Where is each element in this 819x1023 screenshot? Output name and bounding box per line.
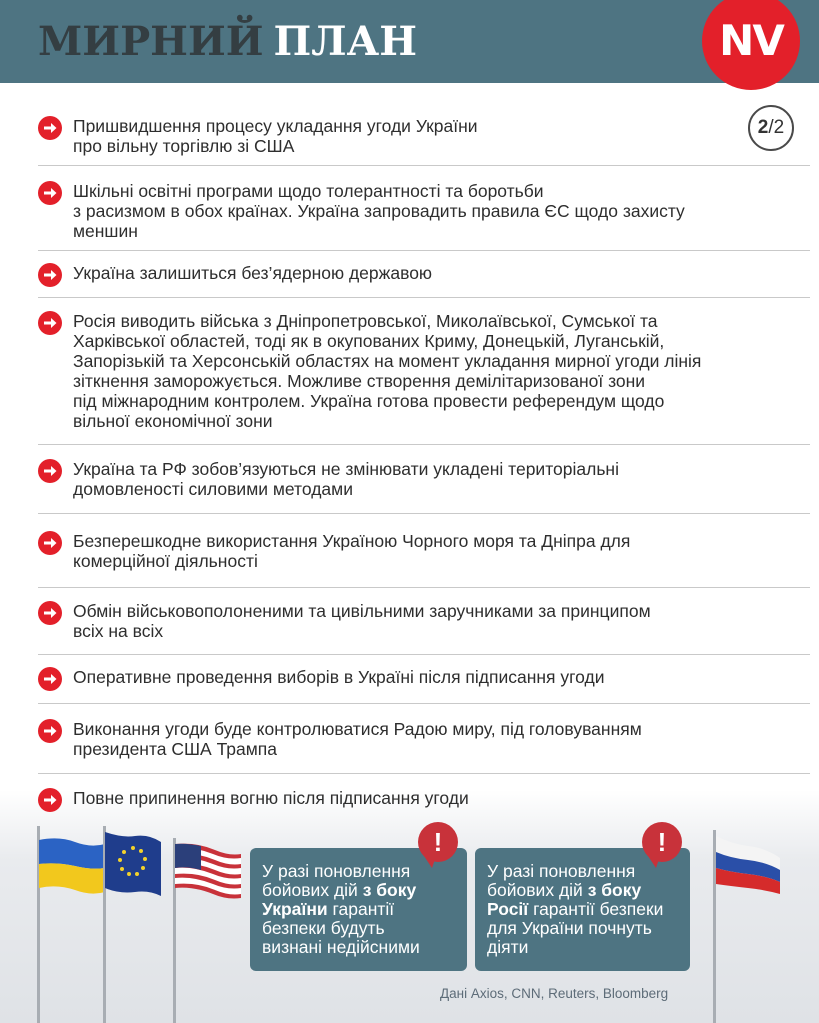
arrow-right-icon xyxy=(38,667,62,691)
list-item xyxy=(38,311,810,431)
russia-flag-icon xyxy=(716,836,780,898)
ukraine-flag-icon xyxy=(39,838,105,894)
item-line: зіткнення заморожується. Можливе створення демілітаризованої зони xyxy=(73,371,646,391)
card-text-bold: з боку xyxy=(587,880,642,900)
list-item xyxy=(38,788,810,812)
item-text xyxy=(73,181,773,241)
card-text-bold: з боку xyxy=(362,880,417,900)
card-line: У разі поновлення xyxy=(262,861,411,881)
item-line: Запорізькій та Херсонській областях на момент укладання мирної угоди лінія xyxy=(73,351,702,371)
card-text: гарантії безпеки xyxy=(528,899,664,919)
warning-mark: ! xyxy=(433,826,443,857)
item-line: домовленості силовими методами xyxy=(73,479,353,499)
list-item xyxy=(38,601,810,641)
item-line: меншин xyxy=(73,221,138,241)
usa-flag-icon xyxy=(175,842,241,900)
card-line: У разі поновлення xyxy=(487,861,636,881)
card-line xyxy=(262,900,455,919)
card-text: бойових дій xyxy=(487,880,588,900)
separator xyxy=(38,165,810,166)
list-item xyxy=(38,531,810,571)
eu-flag-icon xyxy=(105,832,161,898)
warning-tail xyxy=(424,856,436,868)
title-part-1: МИРНИЙ xyxy=(38,18,264,65)
arrow-right-icon xyxy=(38,311,62,335)
separator xyxy=(38,513,810,514)
item-line: Росія виводить війська з Дніпропетровської, Миколаївської, Сумської та xyxy=(73,311,658,331)
item-line: Оперативне проведення виборів в Україні після підписання угоди xyxy=(73,667,605,687)
arrow-right-icon xyxy=(38,788,62,812)
separator xyxy=(38,773,810,774)
arrow-right-icon xyxy=(38,601,62,625)
page-total: /2 xyxy=(768,117,785,138)
item-line: президента США Трампа xyxy=(73,739,278,759)
card-line: для України почнуть xyxy=(487,918,652,938)
item-line: Харківської областей, тоді як в окупованих Криму, Донецькій, Луганській, xyxy=(73,331,665,351)
item-line: Україна залишиться без’ядерною державою xyxy=(73,263,433,283)
item-text xyxy=(73,116,773,156)
arrow-right-icon xyxy=(38,459,62,483)
card-line: визнані недійсними xyxy=(262,937,420,957)
item-line: комерційної діяльності xyxy=(73,551,258,571)
item-line: Повне припинення вогню після підписання угоди xyxy=(73,788,469,808)
card-line xyxy=(487,900,678,919)
card-line xyxy=(262,881,455,900)
item-line: під міжнародним контролем. Україна готова провести референдум щодо xyxy=(73,391,665,411)
separator xyxy=(38,587,810,588)
item-text xyxy=(73,788,773,808)
list-item xyxy=(38,667,810,691)
item-text xyxy=(73,719,773,759)
card-text: бойових дій xyxy=(262,880,363,900)
item-line: всіх на всіх xyxy=(73,621,164,641)
page-title xyxy=(38,18,417,66)
item-text xyxy=(73,459,773,499)
separator xyxy=(38,703,810,704)
item-line: вільної економічної зони xyxy=(73,411,273,431)
page-current: 2 xyxy=(757,117,769,138)
item-line: про вільну торгівлю зі США xyxy=(73,136,295,156)
item-text xyxy=(73,667,773,687)
item-text xyxy=(73,311,773,431)
card-line: діяти xyxy=(487,937,529,957)
card-text: гарантії xyxy=(327,899,395,919)
item-line: Обмін військовополоненими та цивільними заручниками за принципом xyxy=(73,601,651,621)
nv-logo xyxy=(702,0,800,90)
warning-tail xyxy=(648,856,660,868)
separator xyxy=(38,654,810,655)
card-line: безпеки будуть xyxy=(262,918,385,938)
card-text-bold: Росії xyxy=(487,899,529,919)
list-item xyxy=(38,719,810,759)
arrow-right-icon xyxy=(38,263,62,287)
item-line: Пришвидшення процесу укладання угоди України xyxy=(73,116,478,136)
separator xyxy=(38,250,810,251)
item-line: Безперешкодне використання Україною Чорного моря та Дніпра для xyxy=(73,531,631,551)
list-item xyxy=(38,263,810,287)
title-part-2: ПЛАН xyxy=(273,18,418,65)
item-text xyxy=(73,531,773,571)
list-item xyxy=(38,459,810,499)
source-credit: Дані Axios, CNN, Reuters, Bloomberg xyxy=(440,986,669,1001)
card-line xyxy=(487,881,678,900)
arrow-right-icon xyxy=(38,719,62,743)
warning-mark: ! xyxy=(657,826,667,857)
arrow-right-icon xyxy=(38,531,62,555)
arrow-right-icon xyxy=(38,116,62,140)
item-line: Україна та РФ зобов’язуються не змінювати укладені територіальні xyxy=(73,459,619,479)
item-text xyxy=(73,263,773,283)
list-item xyxy=(38,181,810,241)
card-text-bold: України xyxy=(262,899,328,919)
arrow-right-icon xyxy=(38,181,62,205)
item-text xyxy=(73,601,773,641)
logo-text: NV xyxy=(719,16,783,65)
item-line: Шкільні освітні програми щодо толерантності та боротьби xyxy=(73,181,544,201)
item-line: з расизмом в обох країнах. Україна запровадить правила ЄС щодо захисту xyxy=(73,201,685,221)
header-bar xyxy=(0,0,819,83)
separator xyxy=(38,444,810,445)
separator xyxy=(38,297,810,298)
item-line: Виконання угоди буде контролюватися Радою миру, під головуванням xyxy=(73,719,642,739)
list-item xyxy=(38,116,810,156)
